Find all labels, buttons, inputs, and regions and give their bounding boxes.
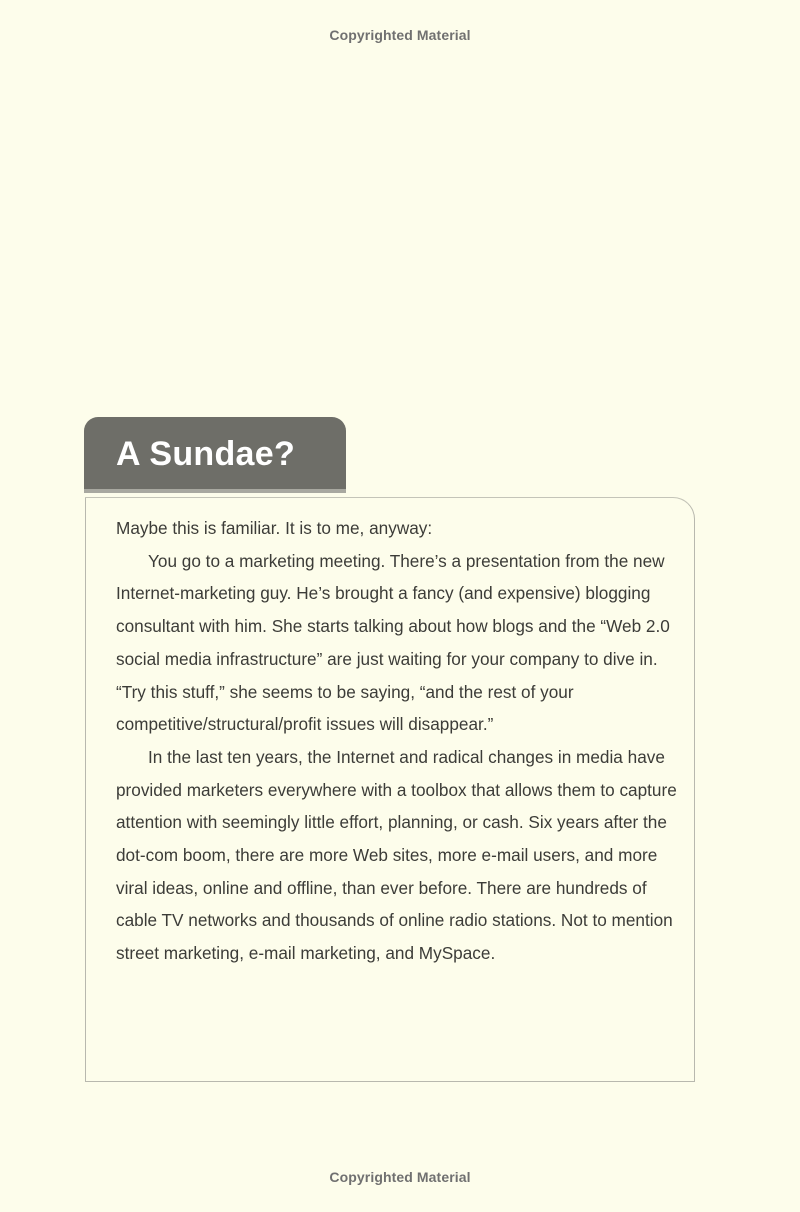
sidebar-title-tab xyxy=(84,417,346,489)
copyright-watermark-top: Copyrighted Material xyxy=(329,27,471,43)
paragraph-meeting: You go to a marketing meeting. There’s a presentation from the new Internet-marketing guy. He’s brought a fancy (and expensive) blogging consultant with him. She starts talking about how blogs and the “Web 2.0 social media infrastructure” are just waiting for your company to dive in. “Try this stuff,” she seems to be saying, “and the rest of your competitive/structural/profit issues will disappear.” xyxy=(116,550,670,735)
paragraph-internet-media: In the last ten years, the Internet and radical changes in media have provided marketers everywhere with a toolbox that allows them to capture attention with seemingly little effort, planning, or cash. Six years after the dot-com boom, there are more Web sites, more e-mail users, and more viral ideas, online and offline, than ever before. There are hundreds of cable TV networks and thousands of online radio stations. Not to mention street marketing, e-mail marketing, and MySpace. xyxy=(116,746,677,964)
sidebar-content xyxy=(116,512,682,970)
copyright-watermark-bottom: Copyrighted Material xyxy=(329,1169,471,1185)
title-underline xyxy=(84,489,346,493)
paragraph-intro: Maybe this is familiar. It is to me, anyway: xyxy=(116,518,433,538)
sidebar-title: A Sundae? xyxy=(116,435,296,473)
